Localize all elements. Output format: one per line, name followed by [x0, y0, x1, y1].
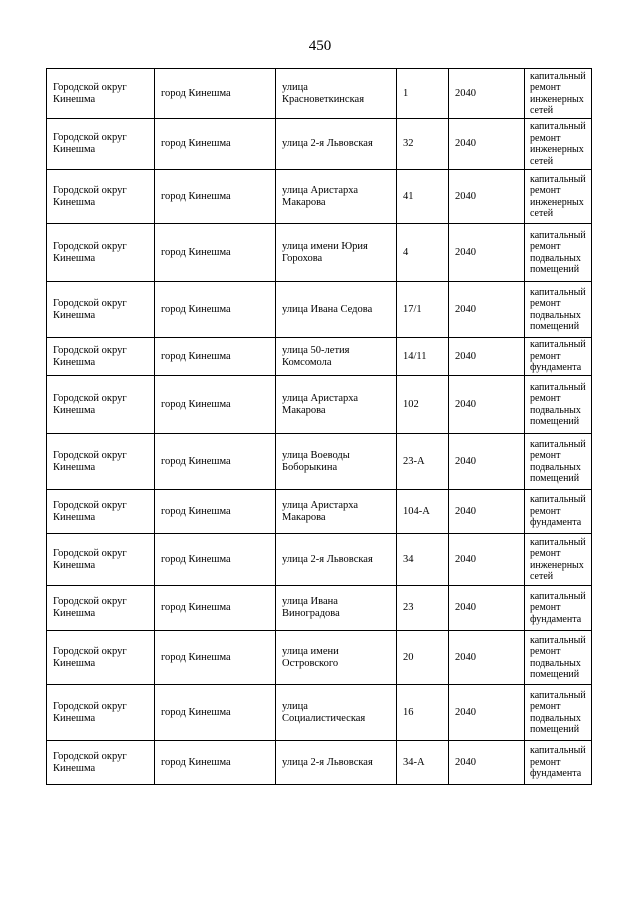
cell-work-type: капитальный ремонт подвальных помещений — [525, 434, 592, 490]
cell-house-number: 32 — [397, 119, 449, 170]
cell-district: Городской округ Кинешма — [47, 282, 155, 338]
table-row — [47, 631, 592, 685]
cell-year: 2040 — [449, 490, 525, 534]
cell-street: улица Воеводы Боборыкина — [276, 434, 397, 490]
cell-district: Городской округ Кинешма — [47, 170, 155, 224]
cell-year: 2040 — [449, 434, 525, 490]
cell-city: город Кинешма — [155, 376, 276, 434]
cell-year: 2040 — [449, 119, 525, 170]
cell-city: город Кинешма — [155, 490, 276, 534]
cell-house-number: 23-А — [397, 434, 449, 490]
cell-house-number: 102 — [397, 376, 449, 434]
cell-district: Городской округ Кинешма — [47, 376, 155, 434]
cell-year: 2040 — [449, 741, 525, 785]
cell-district: Городской округ Кинешма — [47, 534, 155, 586]
cell-district: Городской округ Кинешма — [47, 338, 155, 376]
cell-street: улица 2-я Львовская — [276, 119, 397, 170]
table-row — [47, 685, 592, 741]
table-row — [47, 119, 592, 170]
cell-work-type: капитальный ремонт инженерных сетей — [525, 69, 592, 119]
cell-work-type: капитальный ремонт инженерных сетей — [525, 534, 592, 586]
cell-work-type: капитальный ремонт подвальных помещений — [525, 631, 592, 685]
cell-house-number: 16 — [397, 685, 449, 741]
cell-street: улица Аристарха Макарова — [276, 490, 397, 534]
cell-street: улица Ивана Седова — [276, 282, 397, 338]
cell-work-type: капитальный ремонт инженерных сетей — [525, 170, 592, 224]
cell-work-type: капитальный ремонт фундамента — [525, 586, 592, 631]
table-row — [47, 224, 592, 282]
cell-house-number: 4 — [397, 224, 449, 282]
cell-year: 2040 — [449, 586, 525, 631]
table-row — [47, 490, 592, 534]
table-row — [47, 170, 592, 224]
cell-city: город Кинешма — [155, 631, 276, 685]
cell-street: улица Аристарха Макарова — [276, 376, 397, 434]
cell-house-number: 17/1 — [397, 282, 449, 338]
cell-house-number: 104-А — [397, 490, 449, 534]
cell-street: улица имени Юрия Горохова — [276, 224, 397, 282]
cell-city: город Кинешма — [155, 282, 276, 338]
cell-house-number: 20 — [397, 631, 449, 685]
cell-house-number: 14/11 — [397, 338, 449, 376]
table-row — [47, 282, 592, 338]
cell-city: город Кинешма — [155, 338, 276, 376]
cell-work-type: капитальный ремонт фундамента — [525, 338, 592, 376]
cell-year: 2040 — [449, 534, 525, 586]
cell-district: Городской округ Кинешма — [47, 69, 155, 119]
table-row — [47, 338, 592, 376]
cell-street: улица Красноветкинская — [276, 69, 397, 119]
table-row — [47, 586, 592, 631]
cell-year: 2040 — [449, 631, 525, 685]
cell-year: 2040 — [449, 282, 525, 338]
cell-district: Городской округ Кинешма — [47, 631, 155, 685]
cell-district: Городской округ Кинешма — [47, 741, 155, 785]
page-number: 450 — [308, 38, 332, 54]
cell-city: город Кинешма — [155, 434, 276, 490]
cell-work-type: капитальный ремонт подвальных помещений — [525, 376, 592, 434]
cell-district: Городской округ Кинешма — [47, 586, 155, 631]
cell-street: улица 50-летия Комсомола — [276, 338, 397, 376]
cell-work-type: капитальный ремонт фундамента — [525, 741, 592, 785]
cell-year: 2040 — [449, 338, 525, 376]
cell-street: улица 2-я Львовская — [276, 534, 397, 586]
table-row — [47, 434, 592, 490]
cell-district: Городской округ Кинешма — [47, 119, 155, 170]
cell-city: город Кинешма — [155, 586, 276, 631]
cell-work-type: капитальный ремонт фундамента — [525, 490, 592, 534]
cell-district: Городской округ Кинешма — [47, 434, 155, 490]
cell-city: город Кинешма — [155, 534, 276, 586]
cell-house-number: 34-А — [397, 741, 449, 785]
table-row — [47, 376, 592, 434]
cell-work-type: капитальный ремонт инженерных сетей — [525, 119, 592, 170]
cell-street: улица имени Островского — [276, 631, 397, 685]
cell-work-type: капитальный ремонт подвальных помещений — [525, 685, 592, 741]
cell-city: город Кинешма — [155, 119, 276, 170]
table-row — [47, 534, 592, 586]
cell-city: город Кинешма — [155, 69, 276, 119]
cell-street: улица Аристарха Макарова — [276, 170, 397, 224]
cell-city: город Кинешма — [155, 685, 276, 741]
cell-street: улица Ивана Виноградова — [276, 586, 397, 631]
cell-house-number: 1 — [397, 69, 449, 119]
cell-district: Городской округ Кинешма — [47, 224, 155, 282]
cell-district: Городской округ Кинешма — [47, 490, 155, 534]
cell-house-number: 34 — [397, 534, 449, 586]
cell-street: улица 2-я Львовская — [276, 741, 397, 785]
cell-city: город Кинешма — [155, 224, 276, 282]
housing-repair-table — [46, 68, 592, 785]
cell-city: город Кинешма — [155, 741, 276, 785]
cell-year: 2040 — [449, 224, 525, 282]
cell-year: 2040 — [449, 685, 525, 741]
cell-house-number: 23 — [397, 586, 449, 631]
cell-district: Городской округ Кинешма — [47, 685, 155, 741]
cell-work-type: капитальный ремонт подвальных помещений — [525, 282, 592, 338]
cell-year: 2040 — [449, 376, 525, 434]
cell-year: 2040 — [449, 170, 525, 224]
cell-year: 2040 — [449, 69, 525, 119]
cell-work-type: капитальный ремонт подвальных помещений — [525, 224, 592, 282]
cell-city: город Кинешма — [155, 170, 276, 224]
cell-house-number: 41 — [397, 170, 449, 224]
table-body — [47, 69, 592, 785]
cell-street: улица Социалистическая — [276, 685, 397, 741]
table-row — [47, 741, 592, 785]
table-row — [47, 69, 592, 119]
